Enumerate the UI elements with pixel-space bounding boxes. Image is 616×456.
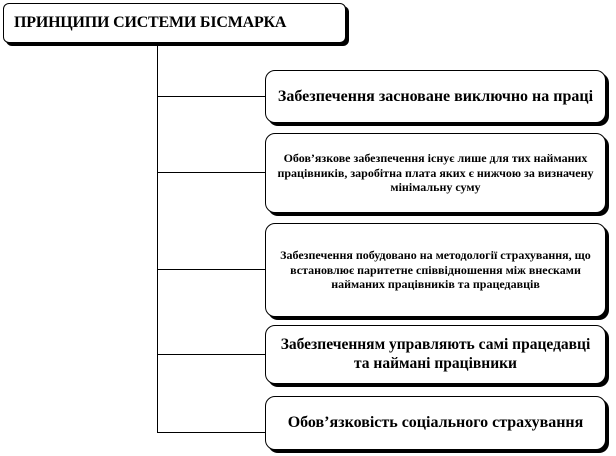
connector-trunk xyxy=(157,43,158,432)
principle-text-3: Забезпечення побудовано на методології страхування, що встановлює паритетне співвідношення між внесками найманих працівників та працедавців xyxy=(280,248,591,292)
principle-box-4 xyxy=(265,325,606,384)
connector-branch-3 xyxy=(157,269,265,270)
principle-text-5: Обов’язковість соціального страхування xyxy=(287,414,584,432)
connector-branch-4 xyxy=(157,354,265,355)
principle-box-5 xyxy=(265,396,606,450)
diagram-title xyxy=(3,3,346,43)
connector-branch-5 xyxy=(157,432,265,433)
connector-branch-1 xyxy=(157,96,265,97)
principle-box-1 xyxy=(265,70,606,123)
diagram-title-text: ПРИНЦИПИ СИСТЕМИ БІСМАРКА xyxy=(14,14,287,31)
principle-text-2: Обов’язкове забезпечення існує лише для тих найманих працівників, заробітна плата яких є нижчою за визначену мінімальну суму xyxy=(277,151,594,195)
principle-box-3 xyxy=(265,223,606,317)
connector-branch-2 xyxy=(157,172,265,173)
principle-box-2 xyxy=(265,133,606,213)
principle-text-1: Забезпечення засноване виключно на праці xyxy=(277,87,594,105)
principle-text-4: Забезпеченням управляють самі працедавці та наймані працівники xyxy=(280,335,591,372)
